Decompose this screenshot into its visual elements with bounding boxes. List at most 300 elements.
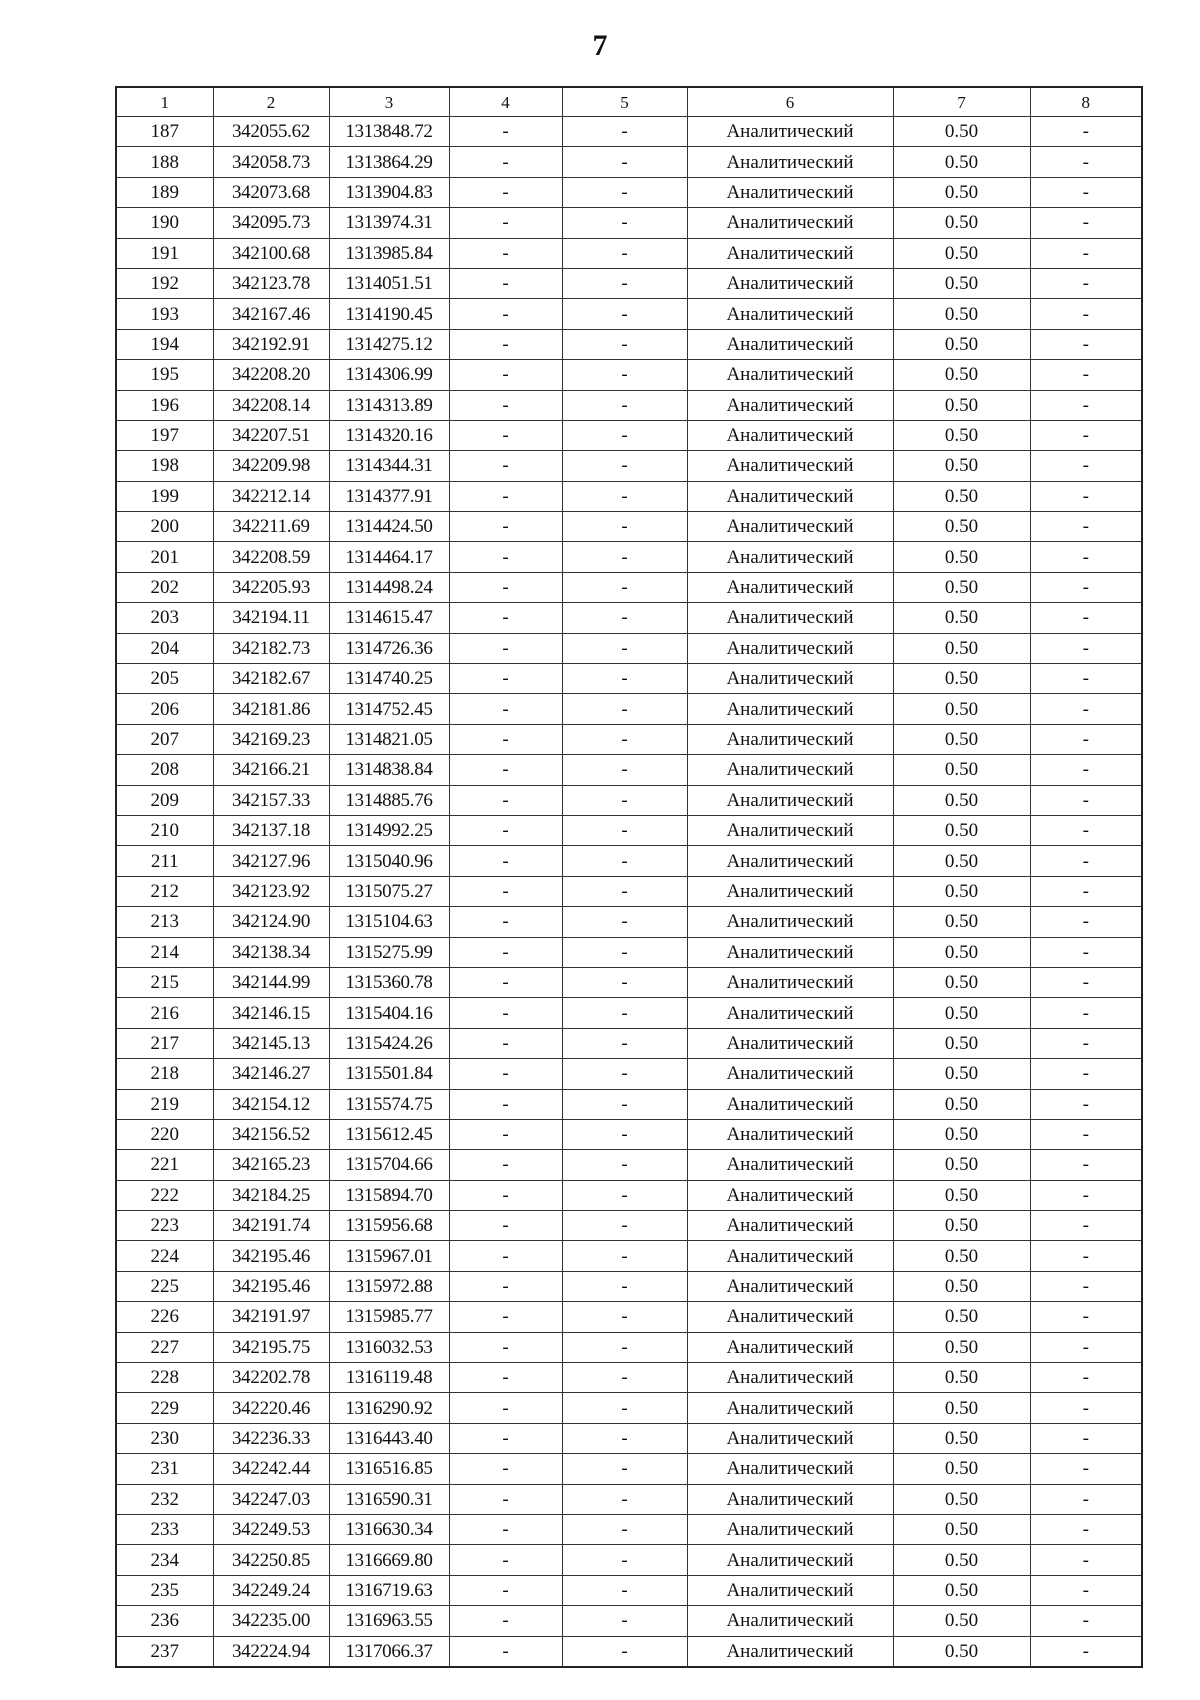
table-row: [116, 1575, 1142, 1605]
method-cell: Аналитический: [687, 1393, 893, 1423]
accuracy-cell: 0.50: [893, 1514, 1030, 1544]
method-cell: Аналитический: [687, 360, 893, 390]
column-8-cell: -: [1030, 481, 1142, 511]
method-cell: Аналитический: [687, 1180, 893, 1210]
column-4-cell: -: [449, 967, 562, 997]
column-4-cell: -: [449, 1423, 562, 1453]
method-cell: Аналитический: [687, 1028, 893, 1058]
method-cell: Аналитический: [687, 1514, 893, 1544]
point-number-cell: 211: [116, 846, 213, 876]
column-8-cell: -: [1030, 1180, 1142, 1210]
column-5-cell: -: [562, 1180, 687, 1210]
accuracy-cell: 0.50: [893, 1241, 1030, 1271]
y-coordinate-cell: 1314752.45: [329, 694, 449, 724]
column-5-cell: -: [562, 177, 687, 207]
method-cell: Аналитический: [687, 1241, 893, 1271]
y-coordinate-cell: 1315894.70: [329, 1180, 449, 1210]
point-number-cell: 205: [116, 664, 213, 694]
column-5-cell: -: [562, 117, 687, 147]
point-number-cell: 218: [116, 1059, 213, 1089]
y-coordinate-cell: 1314190.45: [329, 299, 449, 329]
method-cell: Аналитический: [687, 329, 893, 359]
y-coordinate-cell: 1313904.83: [329, 177, 449, 207]
accuracy-cell: 0.50: [893, 907, 1030, 937]
table-row: [116, 1180, 1142, 1210]
y-coordinate-cell: 1316590.31: [329, 1484, 449, 1514]
column-8-cell: -: [1030, 1454, 1142, 1484]
column-5-cell: -: [562, 633, 687, 663]
y-coordinate-cell: 1315967.01: [329, 1241, 449, 1271]
accuracy-cell: 0.50: [893, 1089, 1030, 1119]
method-cell: Аналитический: [687, 390, 893, 420]
column-8-cell: -: [1030, 998, 1142, 1028]
column-4-cell: -: [449, 876, 562, 906]
column-4-cell: -: [449, 1302, 562, 1332]
column-5-cell: -: [562, 998, 687, 1028]
table-row: [116, 542, 1142, 572]
column-5-cell: -: [562, 390, 687, 420]
y-coordinate-cell: 1316719.63: [329, 1575, 449, 1605]
x-coordinate-cell: 342182.73: [213, 633, 329, 663]
method-cell: Аналитический: [687, 451, 893, 481]
y-coordinate-cell: 1314320.16: [329, 420, 449, 450]
column-5-cell: -: [562, 420, 687, 450]
column-4-cell: -: [449, 1636, 562, 1667]
coordinates-table: [115, 86, 1143, 1668]
x-coordinate-cell: 342191.74: [213, 1211, 329, 1241]
page-number: 7: [592, 29, 608, 62]
x-coordinate-cell: 342208.59: [213, 542, 329, 572]
point-number-cell: 215: [116, 967, 213, 997]
y-coordinate-cell: 1314424.50: [329, 512, 449, 542]
column-4-cell: -: [449, 542, 562, 572]
method-cell: Аналитический: [687, 1150, 893, 1180]
y-coordinate-cell: 1314051.51: [329, 268, 449, 298]
method-cell: Аналитический: [687, 1545, 893, 1575]
column-8-cell: -: [1030, 633, 1142, 663]
column-8-cell: -: [1030, 299, 1142, 329]
column-4-cell: -: [449, 329, 562, 359]
y-coordinate-cell: 1316630.34: [329, 1514, 449, 1544]
column-4-cell: -: [449, 1514, 562, 1544]
point-number-cell: 200: [116, 512, 213, 542]
accuracy-cell: 0.50: [893, 390, 1030, 420]
point-number-cell: 206: [116, 694, 213, 724]
y-coordinate-cell: 1314992.25: [329, 815, 449, 845]
column-8-cell: -: [1030, 177, 1142, 207]
table-row: [116, 177, 1142, 207]
point-number-cell: 202: [116, 572, 213, 602]
method-cell: Аналитический: [687, 1059, 893, 1089]
method-cell: Аналитический: [687, 1423, 893, 1453]
point-number-cell: 201: [116, 542, 213, 572]
column-5-cell: -: [562, 1241, 687, 1271]
method-cell: Аналитический: [687, 907, 893, 937]
accuracy-cell: 0.50: [893, 1119, 1030, 1149]
column-5-cell: -: [562, 724, 687, 754]
method-cell: Аналитический: [687, 1089, 893, 1119]
column-8-cell: -: [1030, 694, 1142, 724]
table-row: [116, 937, 1142, 967]
method-cell: Аналитический: [687, 1332, 893, 1362]
point-number-cell: 217: [116, 1028, 213, 1058]
table-row: [116, 1302, 1142, 1332]
column-4-cell: -: [449, 1089, 562, 1119]
method-cell: Аналитический: [687, 208, 893, 238]
column-4-cell: -: [449, 481, 562, 511]
column-4-cell: -: [449, 1575, 562, 1605]
column-5-cell: -: [562, 603, 687, 633]
column-5-cell: -: [562, 1302, 687, 1332]
column-8-cell: -: [1030, 542, 1142, 572]
column-5-cell: -: [562, 907, 687, 937]
point-number-cell: 187: [116, 117, 213, 147]
column-header: 5: [562, 87, 687, 117]
method-cell: Аналитический: [687, 1302, 893, 1332]
column-4-cell: -: [449, 360, 562, 390]
column-4-cell: -: [449, 1606, 562, 1636]
table-row: [116, 967, 1142, 997]
column-5-cell: -: [562, 542, 687, 572]
table-row: [116, 633, 1142, 663]
table-row: [116, 755, 1142, 785]
method-cell: Аналитический: [687, 1575, 893, 1605]
point-number-cell: 219: [116, 1089, 213, 1119]
x-coordinate-cell: 342184.25: [213, 1180, 329, 1210]
column-4-cell: -: [449, 572, 562, 602]
table-row: [116, 1241, 1142, 1271]
column-8-cell: -: [1030, 117, 1142, 147]
column-4-cell: -: [449, 603, 562, 633]
column-5-cell: -: [562, 694, 687, 724]
table-row: [116, 420, 1142, 450]
column-4-cell: -: [449, 117, 562, 147]
method-cell: Аналитический: [687, 664, 893, 694]
table-row: [116, 1150, 1142, 1180]
column-8-cell: -: [1030, 1302, 1142, 1332]
point-number-cell: 224: [116, 1241, 213, 1271]
point-number-cell: 209: [116, 785, 213, 815]
point-number-cell: 204: [116, 633, 213, 663]
column-4-cell: -: [449, 1150, 562, 1180]
point-number-cell: 222: [116, 1180, 213, 1210]
column-5-cell: -: [562, 451, 687, 481]
column-4-cell: -: [449, 1484, 562, 1514]
table-row: [116, 1059, 1142, 1089]
table-row: [116, 1271, 1142, 1301]
x-coordinate-cell: 342208.20: [213, 360, 329, 390]
table-row: [116, 238, 1142, 268]
method-cell: Аналитический: [687, 1606, 893, 1636]
column-4-cell: -: [449, 1545, 562, 1575]
accuracy-cell: 0.50: [893, 603, 1030, 633]
column-5-cell: -: [562, 967, 687, 997]
column-8-cell: -: [1030, 1119, 1142, 1149]
table-row: [116, 603, 1142, 633]
method-cell: Аналитический: [687, 268, 893, 298]
column-5-cell: -: [562, 329, 687, 359]
y-coordinate-cell: 1314275.12: [329, 329, 449, 359]
method-cell: Аналитический: [687, 1454, 893, 1484]
x-coordinate-cell: 342247.03: [213, 1484, 329, 1514]
point-number-cell: 212: [116, 876, 213, 906]
x-coordinate-cell: 342095.73: [213, 208, 329, 238]
x-coordinate-cell: 342123.92: [213, 876, 329, 906]
y-coordinate-cell: 1316443.40: [329, 1423, 449, 1453]
x-coordinate-cell: 342209.98: [213, 451, 329, 481]
x-coordinate-cell: 342195.75: [213, 1332, 329, 1362]
column-5-cell: -: [562, 1059, 687, 1089]
accuracy-cell: 0.50: [893, 1606, 1030, 1636]
method-cell: Аналитический: [687, 633, 893, 663]
column-5-cell: -: [562, 1150, 687, 1180]
method-cell: Аналитический: [687, 238, 893, 268]
method-cell: Аналитический: [687, 1119, 893, 1149]
table-row: [116, 876, 1142, 906]
accuracy-cell: 0.50: [893, 967, 1030, 997]
y-coordinate-cell: 1313848.72: [329, 117, 449, 147]
x-coordinate-cell: 342157.33: [213, 785, 329, 815]
point-number-cell: 229: [116, 1393, 213, 1423]
table-row: [116, 451, 1142, 481]
column-8-cell: -: [1030, 907, 1142, 937]
accuracy-cell: 0.50: [893, 937, 1030, 967]
y-coordinate-cell: 1315040.96: [329, 846, 449, 876]
method-cell: Аналитический: [687, 1363, 893, 1393]
accuracy-cell: 0.50: [893, 238, 1030, 268]
column-4-cell: -: [449, 1332, 562, 1362]
y-coordinate-cell: 1316032.53: [329, 1332, 449, 1362]
column-5-cell: -: [562, 1211, 687, 1241]
column-5-cell: -: [562, 1423, 687, 1453]
column-4-cell: -: [449, 512, 562, 542]
point-number-cell: 237: [116, 1636, 213, 1667]
column-4-cell: -: [449, 390, 562, 420]
column-5-cell: -: [562, 1332, 687, 1362]
column-8-cell: -: [1030, 1423, 1142, 1453]
column-5-cell: -: [562, 876, 687, 906]
accuracy-cell: 0.50: [893, 694, 1030, 724]
x-coordinate-cell: 342144.99: [213, 967, 329, 997]
table-body: [116, 117, 1142, 1667]
column-8-cell: -: [1030, 1636, 1142, 1667]
column-5-cell: -: [562, 1393, 687, 1423]
accuracy-cell: 0.50: [893, 512, 1030, 542]
y-coordinate-cell: 1316669.80: [329, 1545, 449, 1575]
table-row: [116, 390, 1142, 420]
accuracy-cell: 0.50: [893, 329, 1030, 359]
column-4-cell: -: [449, 664, 562, 694]
point-number-cell: 191: [116, 238, 213, 268]
table-row: [116, 360, 1142, 390]
column-8-cell: -: [1030, 268, 1142, 298]
point-number-cell: 198: [116, 451, 213, 481]
table-row: [116, 268, 1142, 298]
column-5-cell: -: [562, 238, 687, 268]
column-8-cell: -: [1030, 846, 1142, 876]
y-coordinate-cell: 1314615.47: [329, 603, 449, 633]
accuracy-cell: 0.50: [893, 147, 1030, 177]
column-8-cell: -: [1030, 208, 1142, 238]
column-4-cell: -: [449, 1241, 562, 1271]
method-cell: Аналитический: [687, 512, 893, 542]
column-8-cell: -: [1030, 1484, 1142, 1514]
accuracy-cell: 0.50: [893, 1454, 1030, 1484]
x-coordinate-cell: 342146.15: [213, 998, 329, 1028]
method-cell: Аналитический: [687, 1271, 893, 1301]
y-coordinate-cell: 1315612.45: [329, 1119, 449, 1149]
method-cell: Аналитический: [687, 481, 893, 511]
accuracy-cell: 0.50: [893, 1575, 1030, 1605]
table-row: [116, 572, 1142, 602]
accuracy-cell: 0.50: [893, 1271, 1030, 1301]
x-coordinate-cell: 342211.69: [213, 512, 329, 542]
method-cell: Аналитический: [687, 299, 893, 329]
column-8-cell: -: [1030, 603, 1142, 633]
x-coordinate-cell: 342073.68: [213, 177, 329, 207]
column-8-cell: -: [1030, 664, 1142, 694]
column-8-cell: -: [1030, 1028, 1142, 1058]
x-coordinate-cell: 342250.85: [213, 1545, 329, 1575]
x-coordinate-cell: 342249.24: [213, 1575, 329, 1605]
column-4-cell: -: [449, 724, 562, 754]
column-4-cell: -: [449, 1271, 562, 1301]
point-number-cell: 235: [116, 1575, 213, 1605]
method-cell: Аналитический: [687, 1636, 893, 1667]
column-header: 6: [687, 87, 893, 117]
y-coordinate-cell: 1316516.85: [329, 1454, 449, 1484]
x-coordinate-cell: 342191.97: [213, 1302, 329, 1332]
accuracy-cell: 0.50: [893, 664, 1030, 694]
table-row: [116, 117, 1142, 147]
y-coordinate-cell: 1315574.75: [329, 1089, 449, 1119]
x-coordinate-cell: 342212.14: [213, 481, 329, 511]
column-4-cell: -: [449, 785, 562, 815]
column-5-cell: -: [562, 1363, 687, 1393]
column-8-cell: -: [1030, 1514, 1142, 1544]
method-cell: Аналитический: [687, 815, 893, 845]
column-8-cell: -: [1030, 512, 1142, 542]
table-row: [116, 815, 1142, 845]
accuracy-cell: 0.50: [893, 1180, 1030, 1210]
table-row: [116, 998, 1142, 1028]
y-coordinate-cell: 1315360.78: [329, 967, 449, 997]
column-8-cell: -: [1030, 1606, 1142, 1636]
x-coordinate-cell: 342137.18: [213, 815, 329, 845]
point-number-cell: 188: [116, 147, 213, 177]
accuracy-cell: 0.50: [893, 1545, 1030, 1575]
accuracy-cell: 0.50: [893, 876, 1030, 906]
y-coordinate-cell: 1315275.99: [329, 937, 449, 967]
x-coordinate-cell: 342156.52: [213, 1119, 329, 1149]
column-4-cell: -: [449, 1119, 562, 1149]
accuracy-cell: 0.50: [893, 1028, 1030, 1058]
column-8-cell: -: [1030, 147, 1142, 177]
accuracy-cell: 0.50: [893, 177, 1030, 207]
table-row: [116, 329, 1142, 359]
x-coordinate-cell: 342127.96: [213, 846, 329, 876]
x-coordinate-cell: 342169.23: [213, 724, 329, 754]
x-coordinate-cell: 342235.00: [213, 1606, 329, 1636]
y-coordinate-cell: 1314344.31: [329, 451, 449, 481]
column-8-cell: -: [1030, 238, 1142, 268]
accuracy-cell: 0.50: [893, 815, 1030, 845]
method-cell: Аналитический: [687, 603, 893, 633]
y-coordinate-cell: 1314313.89: [329, 390, 449, 420]
accuracy-cell: 0.50: [893, 1393, 1030, 1423]
table-row: [116, 1089, 1142, 1119]
method-cell: Аналитический: [687, 117, 893, 147]
x-coordinate-cell: 342205.93: [213, 572, 329, 602]
x-coordinate-cell: 342242.44: [213, 1454, 329, 1484]
column-4-cell: -: [449, 299, 562, 329]
column-5-cell: -: [562, 937, 687, 967]
column-5-cell: -: [562, 360, 687, 390]
column-5-cell: -: [562, 1575, 687, 1605]
column-4-cell: -: [449, 846, 562, 876]
column-5-cell: -: [562, 1119, 687, 1149]
method-cell: Аналитический: [687, 147, 893, 177]
table-row: [116, 512, 1142, 542]
column-4-cell: -: [449, 177, 562, 207]
table-row: [116, 299, 1142, 329]
point-number-cell: 230: [116, 1423, 213, 1453]
table-row: [116, 907, 1142, 937]
x-coordinate-cell: 342100.68: [213, 238, 329, 268]
accuracy-cell: 0.50: [893, 633, 1030, 663]
y-coordinate-cell: 1314726.36: [329, 633, 449, 663]
column-8-cell: -: [1030, 572, 1142, 602]
column-8-cell: -: [1030, 967, 1142, 997]
table-row: [116, 481, 1142, 511]
column-4-cell: -: [449, 907, 562, 937]
y-coordinate-cell: 1315985.77: [329, 1302, 449, 1332]
accuracy-cell: 0.50: [893, 1302, 1030, 1332]
column-4-cell: -: [449, 208, 562, 238]
table-row: [116, 664, 1142, 694]
column-4-cell: -: [449, 1211, 562, 1241]
column-4-cell: -: [449, 238, 562, 268]
point-number-cell: 190: [116, 208, 213, 238]
column-header: 1: [116, 87, 213, 117]
column-header: 2: [213, 87, 329, 117]
accuracy-cell: 0.50: [893, 542, 1030, 572]
table-row: [116, 1119, 1142, 1149]
accuracy-cell: 0.50: [893, 1636, 1030, 1667]
column-5-cell: -: [562, 572, 687, 602]
column-header: 8: [1030, 87, 1142, 117]
table-row: [116, 1606, 1142, 1636]
table-row: [116, 1545, 1142, 1575]
column-8-cell: -: [1030, 785, 1142, 815]
accuracy-cell: 0.50: [893, 755, 1030, 785]
x-coordinate-cell: 342055.62: [213, 117, 329, 147]
point-number-cell: 195: [116, 360, 213, 390]
point-number-cell: 233: [116, 1514, 213, 1544]
column-4-cell: -: [449, 268, 562, 298]
table-row: [116, 1363, 1142, 1393]
table-row: [116, 1514, 1142, 1544]
point-number-cell: 221: [116, 1150, 213, 1180]
table-row: [116, 785, 1142, 815]
method-cell: Аналитический: [687, 967, 893, 997]
point-number-cell: 210: [116, 815, 213, 845]
column-8-cell: -: [1030, 815, 1142, 845]
column-8-cell: -: [1030, 1393, 1142, 1423]
column-8-cell: -: [1030, 1575, 1142, 1605]
x-coordinate-cell: 342220.46: [213, 1393, 329, 1423]
accuracy-cell: 0.50: [893, 481, 1030, 511]
